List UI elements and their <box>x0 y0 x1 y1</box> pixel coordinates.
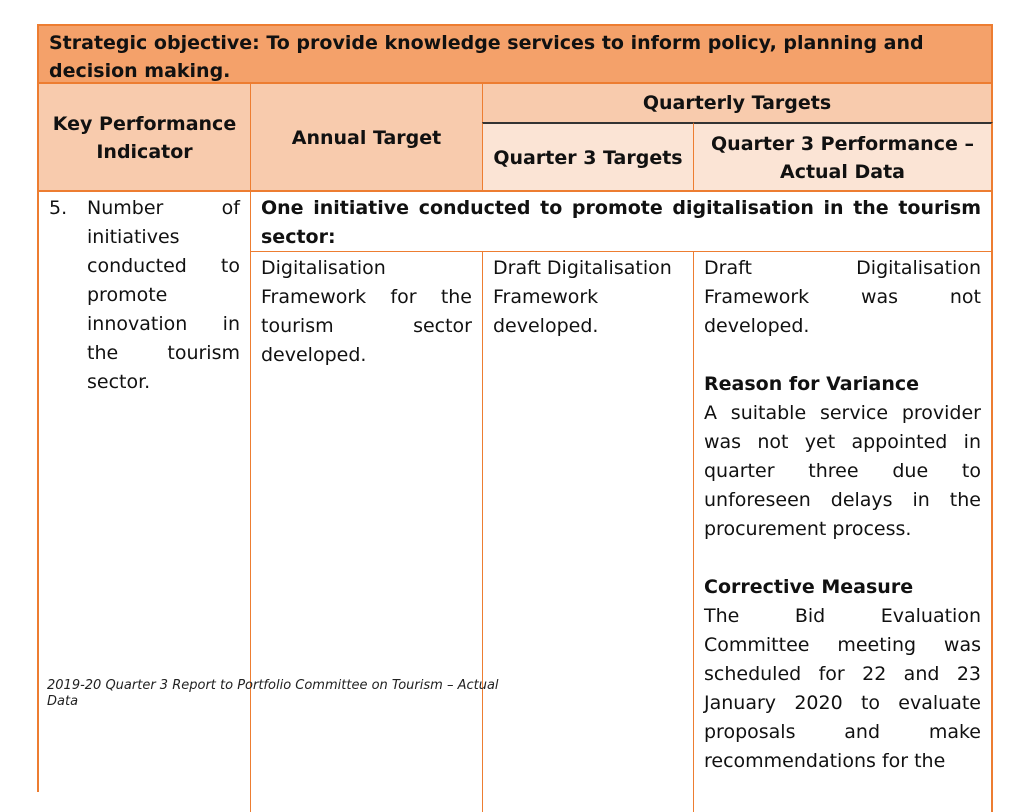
actual-performance-text: Draft Digitalisation Framework was not developed. <box>704 257 981 337</box>
quarter-3-target-cell: Draft Digitalisation Framework developed. <box>482 252 693 812</box>
annual-target-cell: Digitalisation Framework for the tourism sector developed. <box>250 252 482 812</box>
merged-target-cell: One initiative conducted to promote digitalisation in the tourism sector: <box>250 192 993 252</box>
header-quarter-3-targets-label: Quarter 3 Targets <box>493 146 683 169</box>
header-quarter-3-targets <box>482 122 693 191</box>
corrective-text: The Bid Evaluation Committee meeting was scheduled for 22 and 23 January 2020 to evaluate proposals and make recommendations for the <box>704 605 981 772</box>
footer-note: 2019-20 Quarter 3 Report to Portfolio Committee on Tourism – Actual Data <box>47 678 499 709</box>
header-quarter-3-performance-label: Quarter 3 Performance – Actual Data <box>711 132 974 183</box>
kpi-number: 5. <box>49 197 68 219</box>
header-quarterly-targets <box>482 84 993 122</box>
strategic-objective-title: Strategic objective: To provide knowledge services to inform policy, planning and decision making. <box>37 24 993 84</box>
header-kpi-label: Key Performance Indicator <box>52 112 237 163</box>
header-quarter-3-performance <box>693 122 993 191</box>
header-annual-target <box>250 84 482 191</box>
variance-heading: Reason for Variance <box>704 373 920 395</box>
header-quarterly-targets-label: Quarterly Targets <box>642 92 832 114</box>
performance-cell <box>693 252 993 812</box>
kpi-text: Number of initiatives conducted to promote innovation in the tourism sector. <box>87 197 240 393</box>
performance-table <box>37 24 993 784</box>
corrective-heading: Corrective Measure <box>704 576 914 598</box>
header-kpi <box>37 84 250 191</box>
header-annual-target-label: Annual Target <box>291 126 442 149</box>
variance-text: A suitable service provider was not yet appointed in quarter three due to unforeseen delays in the procurement process. <box>704 402 981 540</box>
